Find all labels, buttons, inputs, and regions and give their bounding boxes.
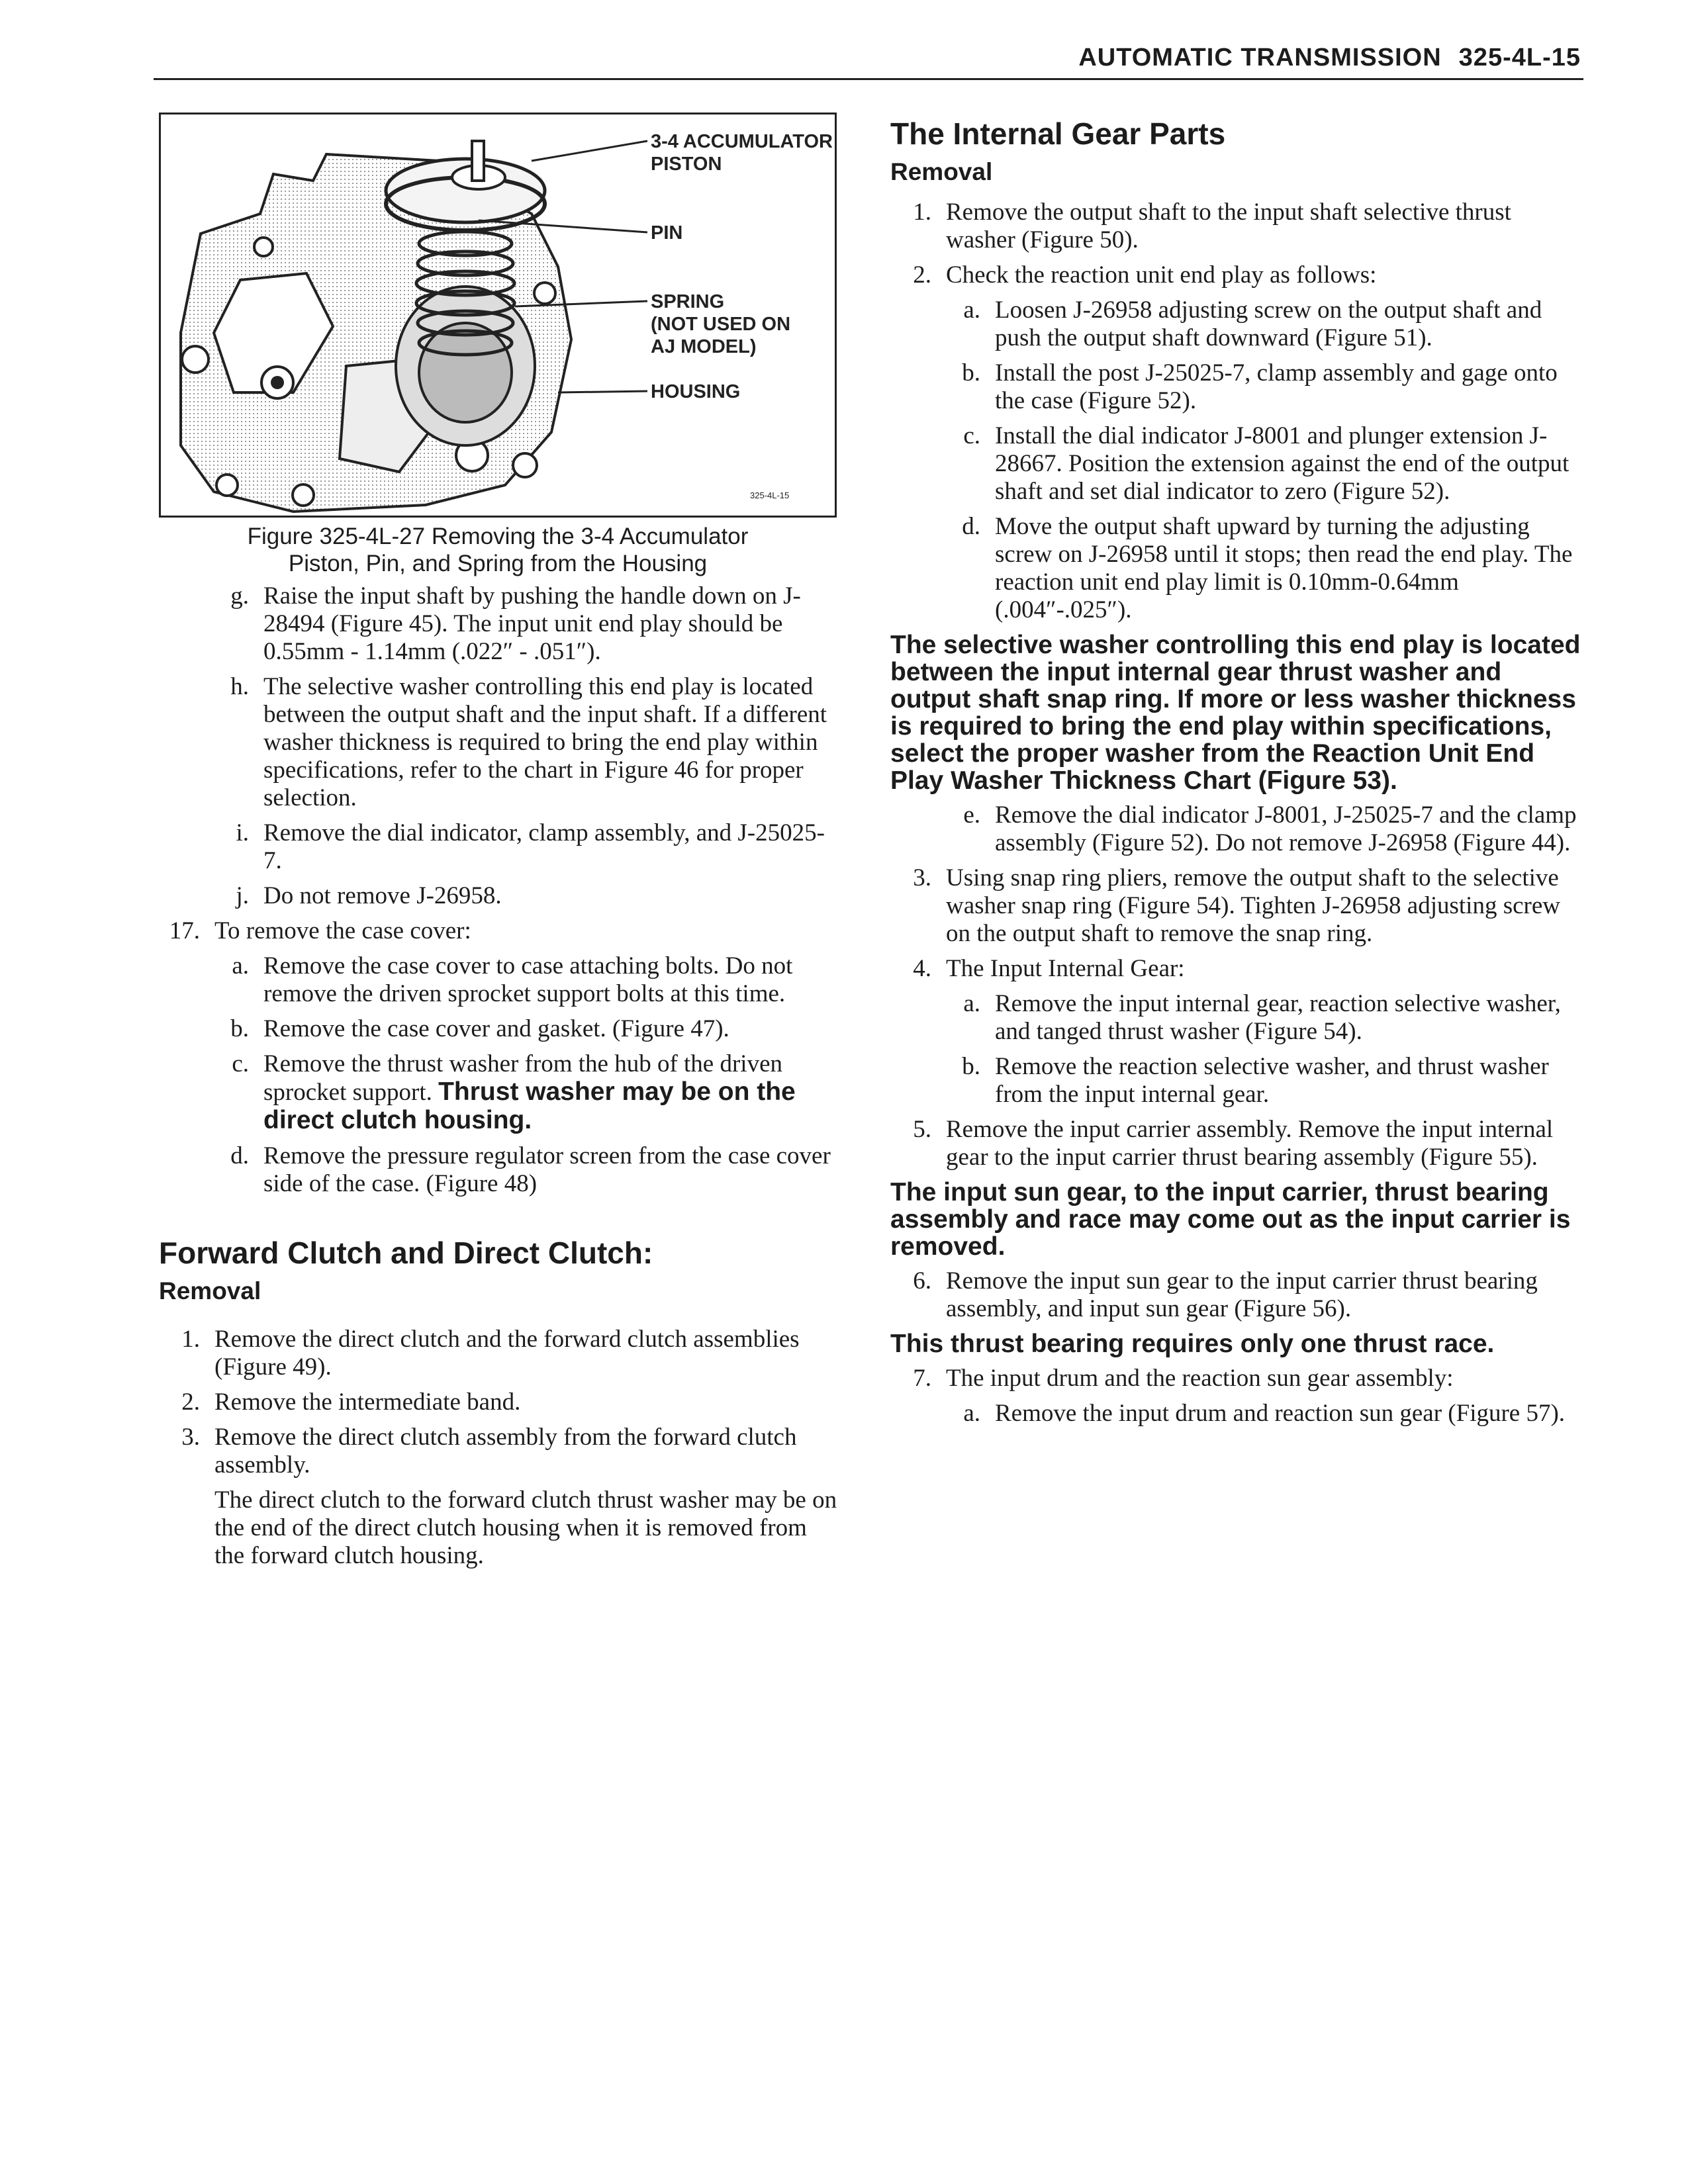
fc-step-3: 3. Remove the direct clutch assembly from the forward clutch assembly. [181,1424,797,1479]
caution-thrust-washer: Thrust washer may be on the direct clutch housing. [263,1077,796,1134]
note-input-sun-gear: The input sun gear, to the input carrier, thrust bearing assembly and race may come out as the input carrier is removed. [890,1178,1571,1261]
step-i: i. Remove the dial indicator, clamp assembly, and J-25025-7. [236,819,825,874]
step-j: j. Do not remove J-26958. [236,882,502,909]
ig-step-3: 3. Using snap ring pliers, remove the output shaft to the selective washer snap ring (Figure 54). Tighten J-26958 adjusting screw on the output shaft to remove the snap ring. [913,864,1560,947]
fc-step-3-note: The direct clutch to the forward clutch thrust washer may be on the end of the direct clutch housing when it is removed from the forward clutch housing. [214,1486,837,1569]
ig-step-2c: c. Install the dial indicator J-8001 and plunger extension J-28667. Position the extension against the end of the output shaft and set dial indicator to zero (Figure 52). [963,422,1570,505]
left-column [159,582,841,1577]
ig-step-6: 6. Remove the input sun gear to the input carrier thrust bearing assembly, and input sun gear (Figure 56). [913,1267,1538,1322]
fc-step-1: 1. Remove the direct clutch and the forward clutch assemblies (Figure 49). [181,1326,800,1381]
section-sub-removal-2: Removal [890,158,993,185]
ig-step-7a: a. Remove the input drum and reaction sun gear (Figure 57). [963,1400,1566,1427]
ig-step-4b: b. Remove the reaction selective washer, and thrust washer from the input internal gear. [962,1053,1549,1108]
step-17: 17. To remove the case cover: [169,917,471,944]
step-h: h. The selective washer controlling this end play is located between the output shaft and the input shaft. If a different washer thickness is required to bring the end play within specifications, refer to the chart in Figure 46 for proper selection. [230,673,827,811]
ig-step-4a: a. Remove the input internal gear, reaction selective washer, and tanged thrust washer (Figure 54). [963,990,1561,1045]
callout-spring: SPRING [651,291,725,312]
ig-step-5: 5. Remove the input carrier assembly. Remove the input internal gear to the input carrier thrust bearing assembly (Figure 55). [913,1116,1554,1171]
figure-code: 325-4L-15 [750,490,790,500]
section-sub-removal: Removal [159,1277,261,1304]
note-thrust-race: This thrust bearing requires only one thrust race. [890,1330,1495,1358]
header-title: AUTOMATIC TRANSMISSION [1078,44,1442,71]
ig-step-4: 4. The Input Internal Gear: [913,955,1185,982]
fc-step-2: 2. Remove the intermediate band. [181,1388,521,1416]
figure-caption [159,523,837,577]
right-column [890,116,1585,1435]
step-g: g. Raise the input shaft by pushing the handle down on J-28494 (Figure 45). The input unit end play should be 0.55mm - 1.14mm (.022″ - .051″). [230,582,801,665]
ig-step-2a: a. Loosen J-26958 adjusting screw on the output shaft and push the output shaft downward (Figure 51). [963,296,1542,351]
section-title-forward-clutch: Forward Clutch and Direct Clutch: [159,1236,653,1270]
callout-housing: HOUSING [651,381,741,402]
callout-pin: PIN [651,222,683,244]
caption-line-1: Figure 325-4L-27 Removing the 3-4 Accumulator [247,523,749,549]
ig-step-2: 2. Check the reaction unit end play as follows: [913,261,1377,289]
callout-accumulator: 3-4 ACCUMULATOR [651,131,833,152]
running-header [1061,44,1581,72]
step-17b: b. Remove the case cover and gasket. (Figure 47). [230,1015,729,1042]
ig-step-2b: b. Install the post J-25025-7, clamp assembly and gage onto the case (Figure 52). [962,359,1558,414]
step-17a: a. Remove the case cover to case attaching bolts. Do not remove the driven sprocket support bolts at this time. [232,952,793,1007]
callout-piston: PISTON [651,154,722,175]
step-17d: d. Remove the pressure regulator screen from the case cover side of the case. (Figure 48) [230,1142,831,1197]
callout-not-used: (NOT USED ON [651,314,791,335]
note-selective-washer: The selective washer controlling this end play is located between the input internal gear thrust washer and output shaft snap ring. If more or less washer thickness is required to bring the end play within specifications, select the proper washer from the Reaction Unit End Play Washer Thickness Chart (Figure 53). [890,631,1581,795]
accumulator-illustration [161,114,835,516]
caption-line-2: Piston, Pin, and Spring from the Housing [288,551,708,576]
section-title-internal-gear: The Internal Gear Parts [890,116,1226,151]
step-17c: c. Remove the thrust washer from the hub of the driven sprocket support. Thrust washer may be on the direct clutch housing. [232,1050,796,1134]
ig-step-7: 7. The input drum and the reaction sun gear assembly: [913,1365,1454,1392]
figure-accumulator [159,113,837,518]
header-page-number: 325-4L-15 [1458,44,1581,71]
ig-step-2d: d. Move the output shaft upward by turning the adjusting screw on J-26958 until it stops; then read the end play. The reaction unit end play limit is 0.10mm-0.64mm (.004″-.025″). [962,513,1573,623]
callout-aj-model: AJ MODEL) [651,336,757,357]
ig-step-1: 1. Remove the output shaft to the input shaft selective thrust washer (Figure 50). [913,199,1511,253]
ig-step-2e: e. Remove the dial indicator J-8001, J-25025-7 and the clamp assembly (Figure 52). Do not remove J-26958 (Figure 44). [963,801,1577,856]
header-rule [154,78,1583,80]
